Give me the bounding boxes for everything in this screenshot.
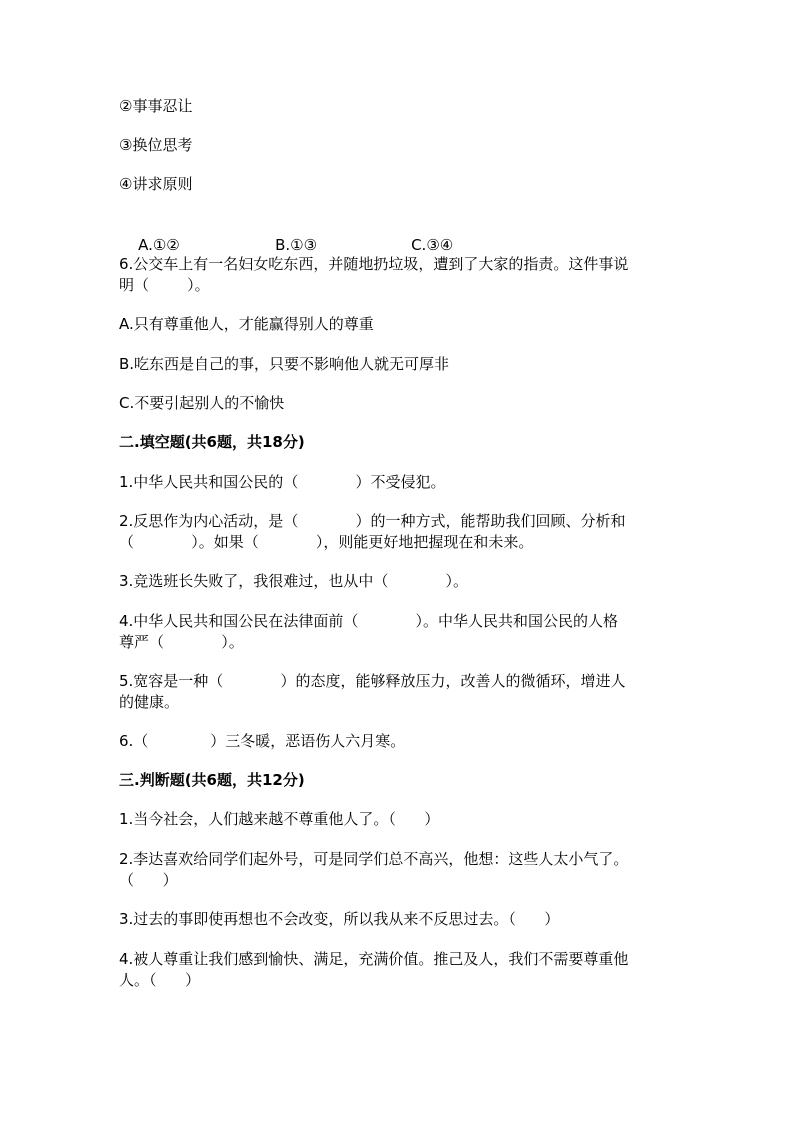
fill-question-4-line-2: 尊严（ ）。 bbox=[119, 633, 244, 651]
section-3-heading: 三.判断题(共6题，共12分) bbox=[119, 771, 305, 789]
fill-question-1: 1.中华人民共和国公民的（ ）不受侵犯。 bbox=[119, 473, 446, 491]
question-6-line-1: 6.公交车上有一名妇女吃东西，并随地扔垃圾，遭到了大家的指责。这件事说 bbox=[119, 255, 629, 273]
fill-question-2-line-2: （ ）。如果（ ），则能更好地把握现在和未来。 bbox=[119, 533, 534, 551]
judge-question-4-line-1: 4.被人尊重让我们感到愉快、满足，充满价值。推己及人，我们不需要尊重他 bbox=[119, 950, 629, 968]
fill-question-5-line-2: 的健康。 bbox=[119, 693, 180, 711]
choice-item-4: ④讲求原则 bbox=[119, 175, 193, 193]
fill-question-4-line-1: 4.中华人民共和国公民在法律面前（ ）。中华人民共和国公民的人格 bbox=[119, 612, 619, 630]
fill-question-5-line-1: 5.宽容是一种（ ）的态度，能够释放压力，改善人的微循环，增进人 bbox=[119, 672, 626, 690]
fill-question-3: 3.竞选班长失败了，我很难过，也从中（ ）。 bbox=[119, 572, 469, 590]
judge-question-3: 3.过去的事即使再想也不会改变，所以我从来不反思过去。（ ） bbox=[119, 910, 560, 928]
fill-question-6: 6.（ ）三冬暖，恶语伤人六月寒。 bbox=[119, 732, 406, 750]
judge-question-4-line-2: 人。（ ） bbox=[119, 971, 201, 989]
option-c: C.③④ bbox=[411, 236, 454, 254]
choice-item-3: ③换位思考 bbox=[119, 136, 193, 154]
question-6-option-c: C.不要引起别人的不愉快 bbox=[119, 394, 285, 412]
judge-question-2-line-2: （ ） bbox=[119, 871, 178, 889]
question-6-line-2: 明（ ）。 bbox=[119, 276, 210, 294]
section-2-heading: 二.填空题(共6题，共18分) bbox=[119, 433, 305, 451]
judge-question-2-line-1: 2.李达喜欢给同学们起外号，可是同学们总不高兴，他想：这些人太小气了。 bbox=[119, 850, 629, 868]
question-6-option-a: A.只有尊重他人，才能赢得别人的尊重 bbox=[119, 315, 374, 333]
option-b: B.①③ bbox=[275, 236, 318, 254]
question-6-option-b: B.吃东西是自己的事，只要不影响他人就无可厚非 bbox=[119, 355, 450, 373]
option-a: A.①② bbox=[138, 236, 180, 254]
fill-question-2-line-1: 2.反思作为内心活动，是（ ）的一种方式，能帮助我们回顾、分析和 bbox=[119, 512, 626, 530]
judge-question-1: 1.当今社会，人们越来越不尊重他人了。（ ） bbox=[119, 810, 440, 828]
choice-item-2: ②事事忍让 bbox=[119, 97, 193, 115]
